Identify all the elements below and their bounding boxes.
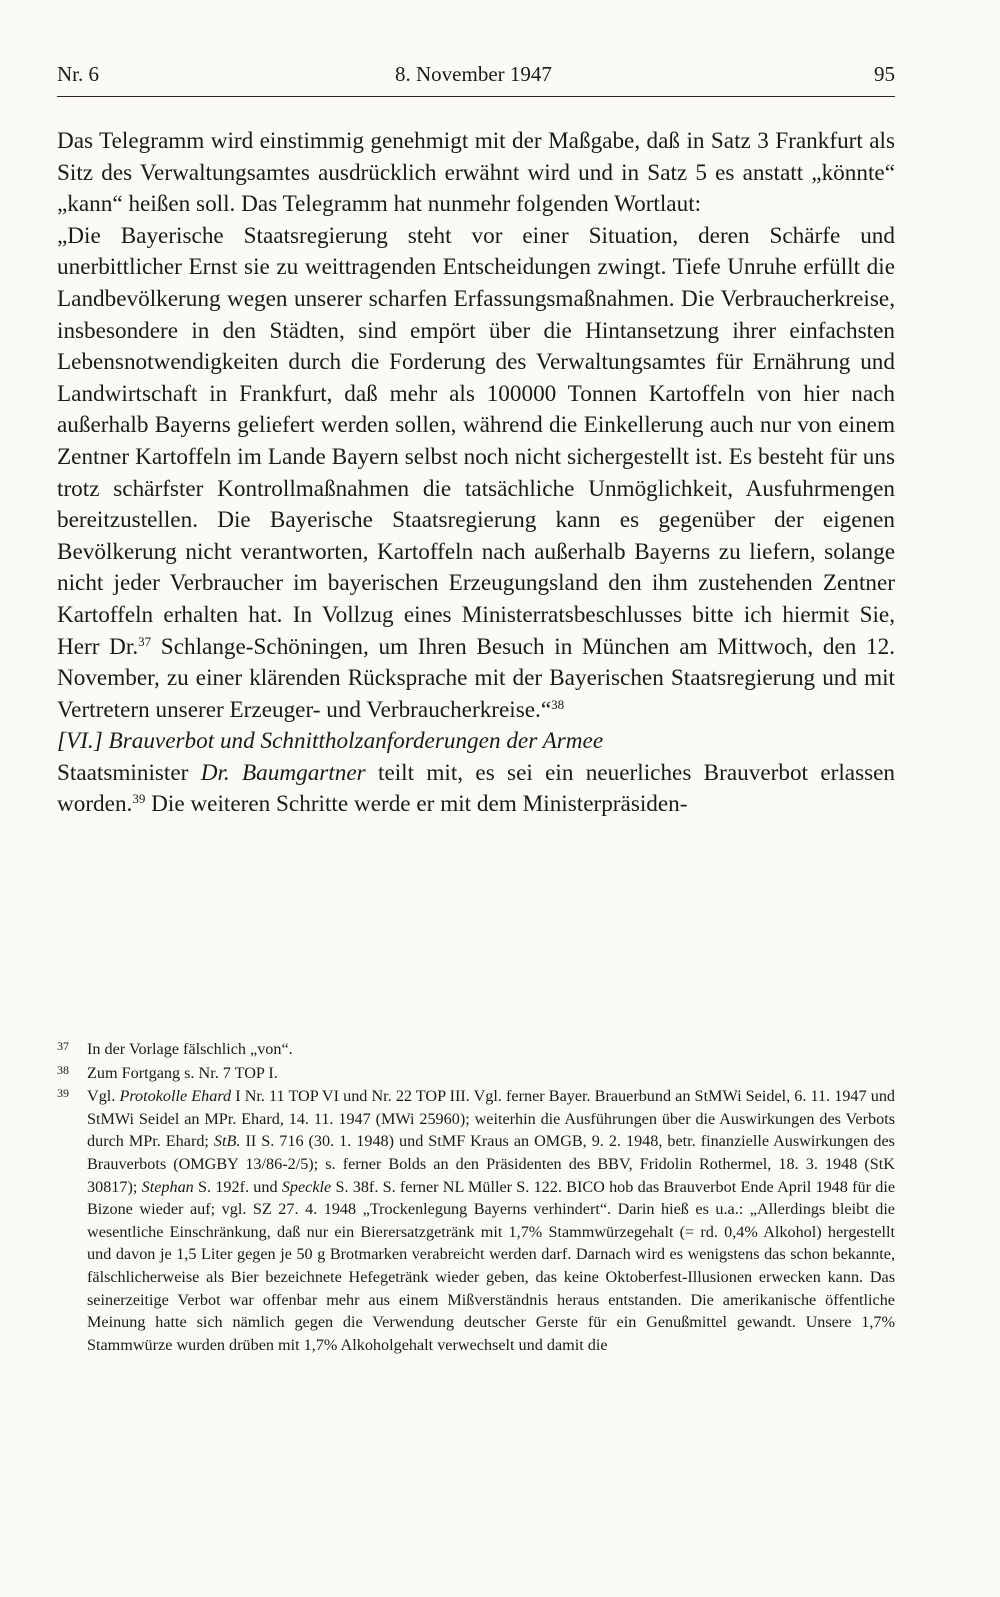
para2-text-part2: teilt mit, es sei ein neuerliches Brauverbot erlassen worden. bbox=[57, 759, 895, 818]
running-header bbox=[57, 60, 895, 97]
footnote-text: Zum Fortgang s. Nr. 7 TOP I. bbox=[87, 1063, 278, 1082]
footnotes bbox=[57, 1038, 895, 1357]
footnote-ref-38[interactable]: 38 bbox=[551, 696, 565, 712]
citation-stb: StB. bbox=[213, 1132, 241, 1151]
quote-text-part1: „Die Bayerische Staatsregierung steht vor einer Situation, deren Schärfe und unerbittlicher Ernst sie zu weittragenden Entscheidungen zwingt. Tiefe Unruhe erfüllt die Landbevölkerung wegen unserer scharfen Erfassungsmaßnahmen. Die Verbraucherkreise, insbesondere in den Städten, sind empört über die Hintansetzung ihrer einfachsten Lebensnotwendigkeiten durch die Forderung des Verwaltungsamtes für Ernährung und Landwirtschaft in Frankfurt, daß mehr als 100000 Tonnen Kartoffeln von hier nach außerhalb Bayerns geliefert werden sollen, während die Einkellerung auch nur von einem Zentner Kartoffeln im Lande Bayern selbst noch nicht sichergestellt ist. Es besteht für uns trotz schärfster Kontrollmaßnahmen die tatsächliche Unmöglichkeit, Ausfuhrmengen bereitzustellen. Die Bayerische Staatsregierung kann es gegenüber der eigenen Bevölkerung nicht verantworten, Kartoffeln nach außerhalb Bayerns zu liefern, solange nicht jeder Verbraucher im bayerischen Erzeugungsland den ihm zustehenden Zentner Kartoffeln erhalten hat. In Vollzug eines Ministerratsbeschlusses bitte ich hiermit Sie, Herr Dr. bbox=[57, 222, 895, 660]
footnote-text-part3: II S. 716 (30. 1. 1948) und StMF Kraus an OMGB, 9. 2. 1948, betr. finanzielle Auswirkungen des Brauverbots (OMGBY 13/86-2/5); s. ferner Bolds an den Präsidenten des BBV, Fridolin Rothermel, 18. 3. 1948 (StK 30817); bbox=[87, 1132, 895, 1196]
footnote-text-part5: S. 38f. S. ferner NL Müller S. 122. BICO hob das Brauverbot Ende April 1948 für die Bizone wieder auf; vgl. SZ 27. 4. 1948 „Trockenlegung Bayerns verhindert“. Darin hieß es u.a.: „Allerdings bleibt die wesentliche Einschränkung, daß nur ein Bierersatzgetränk mit 1,7% Stammwürzegehalt (= rd. 0,4% Alkohol) hergestellt und davon je 1,5 Liter gegen je 50 g Brotmarken verabreicht werden darf. Darnach wird es wenigstens das schon bekannte, fälschlicherweise als Bier bezeichnete Hefegetränk wieder geben, das keine Oktoberfest-Illusionen erwecken kann. Das seinerzeitige Verbot war offenbar mehr aus einem Mißverständnis heraus entstanden. Die amerikanische öffentliche Meinung hatte sich nämlich gegen die Verwendung deutscher Gerste für ein Genußmittel gewandt. Unsere 1,7% Stammwürze wurden drüben mit 1,7% Alkoholgehalt verwechselt und damit die bbox=[87, 1177, 895, 1354]
para2-text-part3: Die weiteren Schritte werde er mit dem Ministerpräsiden- bbox=[145, 791, 688, 818]
footnote-number: 39 bbox=[57, 1086, 69, 1101]
footnote-ref-39[interactable]: 39 bbox=[132, 791, 146, 807]
para2-text-part1: Staatsminister bbox=[57, 759, 201, 786]
footnote-ref-37[interactable]: 37 bbox=[138, 633, 152, 649]
footnote-38 bbox=[57, 1062, 895, 1085]
footnote-37 bbox=[57, 1038, 895, 1061]
footnote-text-part4: S. 192f. und bbox=[193, 1177, 282, 1196]
issue-number: Nr. 6 bbox=[57, 62, 99, 86]
footnote-text-part1: Vgl. bbox=[87, 1087, 120, 1106]
footnote-text-part2: I Nr. 11 TOP VI und Nr. 22 TOP III. Vgl. ferner Bayer. Brauerbund an StMWi Seidel, 6. 11. 1947 und StMWi Seidel an MPr. Ehard, 14. 11. 1947 (MWi 25960); weiterhin die Ausführungen über die Auswirkungen des Verbots durch MPr. Ehard; bbox=[87, 1087, 896, 1151]
paragraph-telegram-approval: Das Telegramm wird einstimmig genehmigt mit der Maßgabe, daß in Satz 3 Frankfurt als Sitz des Verwaltungsamtes ausdrücklich erwähnt wird und in Satz 5 es anstatt „könnte“ „kann“ heißen soll. Das Telegramm hat nunmehr folgenden Wortlaut: bbox=[57, 128, 895, 218]
page-number: 95 bbox=[874, 62, 895, 86]
footnote-number: 37 bbox=[57, 1039, 69, 1053]
citation-speckle: Speckle bbox=[281, 1177, 332, 1196]
minister-name: Dr. Baumgartner bbox=[200, 759, 366, 786]
paragraph-brauverbot bbox=[57, 758, 895, 821]
section-title: Brauverbot und Schnittholzanforderungen der Armee bbox=[108, 728, 604, 755]
footnote-text: In der Vorlage fälschlich „von“. bbox=[87, 1040, 293, 1058]
footnote-39 bbox=[57, 1085, 895, 1356]
section-number: [VI.] bbox=[57, 728, 103, 755]
telegram-quote bbox=[57, 221, 895, 727]
main-text bbox=[57, 126, 895, 821]
citation-protokolle: Protokolle Ehard bbox=[119, 1087, 232, 1106]
section-heading bbox=[57, 726, 895, 758]
header-date: 8. November 1947 bbox=[395, 62, 552, 86]
citation-stephan: Stephan bbox=[141, 1177, 194, 1196]
quote-text-part2: Schlange-Schöningen, um Ihren Besuch in München am Mittwoch, den 12. November, zu einer klärenden Rücksprache mit der Bayerischen Staatsregierung und mit Vertretern unserer Erzeuger- und Verbraucherkreise.“ bbox=[57, 633, 895, 723]
footnote-number: 38 bbox=[57, 1062, 69, 1077]
